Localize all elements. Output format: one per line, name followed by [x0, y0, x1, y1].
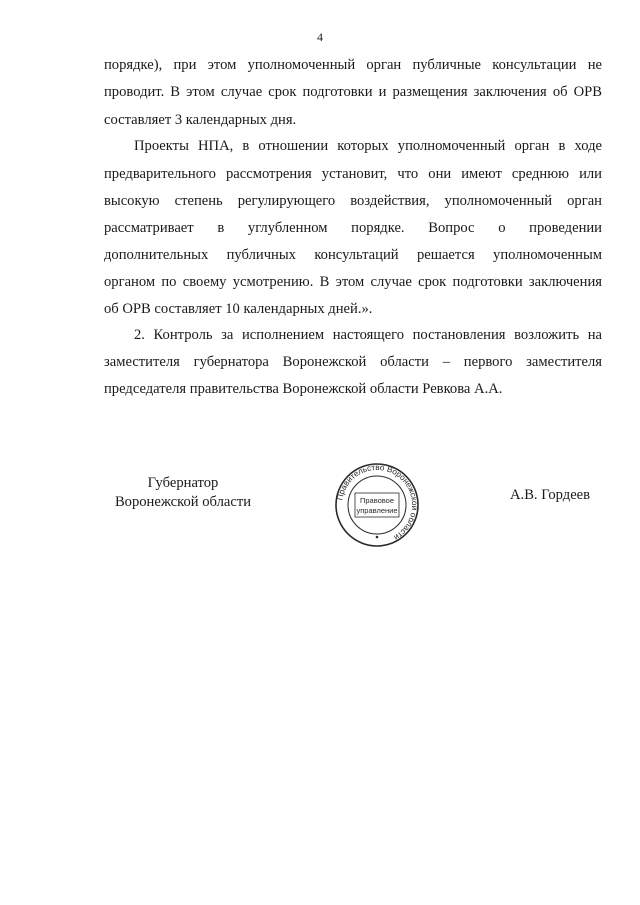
seal-ring-text: Правительство Воронежской области: [335, 463, 420, 543]
text-line: порядке), при этом уполномоченный орган публичные консультации не: [104, 57, 602, 73]
text-line: Проекты НПА, в отношении которых уполномоченный орган в ходе: [134, 138, 602, 154]
text-line: дополнительных публичных консультаций решается уполномоченным: [104, 247, 602, 263]
text-line: об ОРВ составляет 10 календарных дней.».: [104, 301, 373, 317]
signatory-name: А.В. Гордеев: [510, 487, 591, 503]
seal-center-line-2: управление: [356, 506, 398, 515]
text-line: председателя правительства Воронежской области Ревкова А.А.: [104, 381, 503, 397]
text-line: рассматривает в углубленном порядке. Вопрос о проведении: [104, 220, 602, 236]
text-line: проводит. В этом случае срок подготовки и размещения заключения об ОРВ: [104, 84, 602, 100]
text-line: 2. Контроль за исполнением настоящего постановления возложить на: [134, 327, 602, 343]
text-line: предварительного рассмотрения установит, что они имеют среднюю или: [104, 166, 602, 182]
text-line: высокую степень регулирующего воздействия, уполномоченный орган: [104, 193, 602, 209]
text-line: органом по своему усмотрению. В этом случае срок подготовки заключения: [104, 274, 602, 290]
seal-inner-ring: [348, 476, 406, 534]
seal-star-dot: [376, 536, 379, 539]
text-line: составляет 3 календарных дня.: [104, 112, 297, 128]
signatory-region: Воронежской области: [114, 494, 252, 510]
official-seal-stamp: [326, 463, 428, 547]
seal-center-line-1: Правовое: [359, 496, 395, 505]
page-number: 4: [317, 30, 323, 44]
text-line: заместителя губернатора Воронежской области – первого заместителя: [104, 354, 602, 370]
signatory-position: Губернатор: [147, 475, 219, 491]
